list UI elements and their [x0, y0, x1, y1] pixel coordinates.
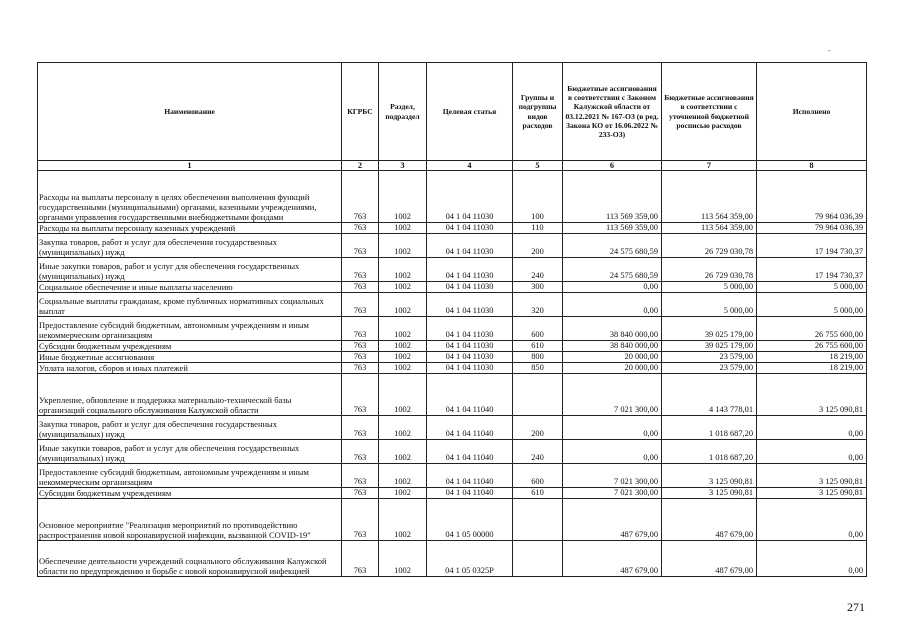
row-kgrbs: 763: [342, 541, 379, 577]
row-name: Иные закупки товаров, работ и услуг для обеспечения государственных (муниципальных) нужд: [38, 440, 342, 464]
row-refined-amount: 5 000,00: [662, 282, 757, 293]
row-approved-amount: 20 000,00: [563, 363, 662, 374]
row-executed-amount: 0,00: [757, 499, 867, 541]
row-target-article: 04 1 04 11040: [427, 374, 513, 416]
row-refined-amount: 3 125 090,81: [662, 464, 757, 488]
row-executed-amount: 26 755 600,00: [757, 341, 867, 352]
row-expense-group: [513, 499, 563, 541]
budget-table: [37, 62, 867, 577]
row-section: 1002: [379, 234, 427, 258]
table-row: [38, 282, 867, 293]
row-refined-amount: 23 579,00: [662, 352, 757, 363]
row-kgrbs: 763: [342, 317, 379, 341]
row-refined-amount: 113 564 359,00: [662, 223, 757, 234]
row-refined-amount: 487 679,00: [662, 499, 757, 541]
row-refined-amount: 5 000,00: [662, 293, 757, 317]
row-kgrbs: 763: [342, 374, 379, 416]
row-target-article: 04 1 04 11040: [427, 488, 513, 499]
row-approved-amount: 113 569 359,00: [563, 171, 662, 223]
row-refined-amount: 1 018 687,20: [662, 440, 757, 464]
row-expense-group: 600: [513, 464, 563, 488]
budget-table-sheet: [37, 62, 867, 577]
table-row: [38, 464, 867, 488]
row-executed-amount: 3 125 090,81: [757, 488, 867, 499]
row-refined-amount: 39 025 179,00: [662, 341, 757, 352]
row-section: 1002: [379, 223, 427, 234]
row-section: 1002: [379, 488, 427, 499]
row-expense-group: 600: [513, 317, 563, 341]
row-executed-amount: 18 219,00: [757, 352, 867, 363]
row-executed-amount: 0,00: [757, 416, 867, 440]
row-expense-group: 800: [513, 352, 563, 363]
table-row: [38, 416, 867, 440]
row-executed-amount: 18 219,00: [757, 363, 867, 374]
table-row: [38, 352, 867, 363]
row-name: Социальное обеспечение и иные выплаты населению: [38, 282, 342, 293]
row-approved-amount: 38 840 000,00: [563, 317, 662, 341]
row-target-article: 04 1 04 11030: [427, 293, 513, 317]
column-number-row: [38, 161, 867, 171]
row-kgrbs: 763: [342, 258, 379, 282]
row-name: Предоставление субсидий бюджетным, автономным учреждениям и иным некоммерческим организациям: [38, 317, 342, 341]
table-row: [38, 317, 867, 341]
table-row: [38, 374, 867, 416]
row-executed-amount: 0,00: [757, 541, 867, 577]
table-row: [38, 488, 867, 499]
row-executed-amount: 3 125 090,81: [757, 464, 867, 488]
row-expense-group: 300: [513, 282, 563, 293]
row-name: Расходы на выплаты персоналу казенных учреждений: [38, 223, 342, 234]
row-section: 1002: [379, 258, 427, 282]
row-expense-group: 610: [513, 488, 563, 499]
table-row: [38, 499, 867, 541]
row-name: Иные закупки товаров, работ и услуг для обеспечения государственных (муниципальных) нужд: [38, 258, 342, 282]
row-kgrbs: 763: [342, 282, 379, 293]
table-row: [38, 293, 867, 317]
header-name: Наименование: [38, 63, 342, 161]
row-section: 1002: [379, 374, 427, 416]
table-row: [38, 258, 867, 282]
row-section: 1002: [379, 352, 427, 363]
row-section: 1002: [379, 464, 427, 488]
row-expense-group: 850: [513, 363, 563, 374]
row-executed-amount: 5 000,00: [757, 282, 867, 293]
row-executed-amount: 79 964 036,39: [757, 171, 867, 223]
row-expense-group: 240: [513, 440, 563, 464]
row-section: 1002: [379, 341, 427, 352]
table-header-row: [38, 63, 867, 161]
row-section: 1002: [379, 416, 427, 440]
row-expense-group: 100: [513, 171, 563, 223]
scan-mark: -: [828, 46, 831, 55]
row-approved-amount: 0,00: [563, 282, 662, 293]
row-executed-amount: 26 755 600,00: [757, 317, 867, 341]
row-refined-amount: 23 579,00: [662, 363, 757, 374]
row-refined-amount: 1 018 687,20: [662, 416, 757, 440]
row-section: 1002: [379, 317, 427, 341]
table-row: [38, 223, 867, 234]
row-refined-amount: 113 564 359,00: [662, 171, 757, 223]
table-row: [38, 171, 867, 223]
table-row: [38, 363, 867, 374]
row-kgrbs: 763: [342, 488, 379, 499]
row-approved-amount: 487 679,00: [563, 541, 662, 577]
row-name: Закупка товаров, работ и услуг для обеспечения государственных (муниципальных) нужд: [38, 416, 342, 440]
row-name: Иные бюджетные ассигнования: [38, 352, 342, 363]
header-refined: Бюджетные ассигнования в соответствии с уточненной бюджетной росписью расходов: [662, 63, 757, 161]
column-number: 6: [563, 161, 662, 171]
table-row: [38, 234, 867, 258]
row-expense-group: [513, 374, 563, 416]
row-approved-amount: 7 021 300,00: [563, 374, 662, 416]
header-target-article: Целевая статья: [427, 63, 513, 161]
row-executed-amount: 17 194 730,37: [757, 234, 867, 258]
row-target-article: 04 1 04 11030: [427, 171, 513, 223]
row-name: Социальные выплаты гражданам, кроме публичных нормативных социальных выплат: [38, 293, 342, 317]
row-approved-amount: 24 575 680,59: [563, 234, 662, 258]
row-section: 1002: [379, 499, 427, 541]
table-row: [38, 541, 867, 577]
row-target-article: 04 1 05 00000: [427, 499, 513, 541]
row-approved-amount: 0,00: [563, 440, 662, 464]
column-number: 7: [662, 161, 757, 171]
row-approved-amount: 7 021 300,00: [563, 488, 662, 499]
column-number: 5: [513, 161, 563, 171]
column-number: 8: [757, 161, 867, 171]
column-number: 2: [342, 161, 379, 171]
page-number: 271: [847, 600, 865, 614]
row-approved-amount: 24 575 680,59: [563, 258, 662, 282]
row-target-article: 04 1 04 11030: [427, 341, 513, 352]
row-refined-amount: 26 729 030,78: [662, 234, 757, 258]
row-approved-amount: 7 021 300,00: [563, 464, 662, 488]
header-section: Раздел, подраздел: [379, 63, 427, 161]
row-name: Уплата налогов, сборов и иных платежей: [38, 363, 342, 374]
row-executed-amount: 5 000,00: [757, 293, 867, 317]
row-refined-amount: 487 679,00: [662, 541, 757, 577]
row-section: 1002: [379, 363, 427, 374]
row-approved-amount: 0,00: [563, 293, 662, 317]
table-body: [38, 171, 867, 577]
row-target-article: 04 1 04 11030: [427, 223, 513, 234]
row-kgrbs: 763: [342, 171, 379, 223]
row-target-article: 04 1 04 11030: [427, 234, 513, 258]
row-expense-group: 200: [513, 416, 563, 440]
row-kgrbs: 763: [342, 440, 379, 464]
row-section: 1002: [379, 541, 427, 577]
row-expense-group: [513, 541, 563, 577]
row-kgrbs: 763: [342, 499, 379, 541]
row-section: 1002: [379, 440, 427, 464]
row-kgrbs: 763: [342, 464, 379, 488]
row-section: 1002: [379, 293, 427, 317]
row-name: Укрепление, обновление и поддержка материально-технической базы организаций социального обслуживания Калужской области: [38, 374, 342, 416]
row-target-article: 04 1 04 11030: [427, 282, 513, 293]
row-approved-amount: 0,00: [563, 416, 662, 440]
row-target-article: 04 1 04 11030: [427, 363, 513, 374]
row-approved-amount: 38 840 000,00: [563, 341, 662, 352]
header-executed: Исполнено: [757, 63, 867, 161]
table-row: [38, 341, 867, 352]
column-number: 4: [427, 161, 513, 171]
row-refined-amount: 26 729 030,78: [662, 258, 757, 282]
row-refined-amount: 39 025 179,00: [662, 317, 757, 341]
row-name: Обеспечение деятельности учреждений социального обслуживания Калужской области по предупреждению и борьбе с новой коронавирусной инфекцией: [38, 541, 342, 577]
row-executed-amount: 3 125 090,81: [757, 374, 867, 416]
row-target-article: 04 1 05 0325Р: [427, 541, 513, 577]
row-name: Субсидии бюджетным учреждениям: [38, 341, 342, 352]
row-target-article: 04 1 04 11040: [427, 440, 513, 464]
row-refined-amount: 3 125 090,81: [662, 488, 757, 499]
row-expense-group: 200: [513, 234, 563, 258]
row-name: Основное мероприятие "Реализация мероприятий по противодействию распространения новой коронавирусной инфекции, вызванной COVID-19": [38, 499, 342, 541]
row-name: Предоставление субсидий бюджетным, автономным учреждениям и иным некоммерческим организациям: [38, 464, 342, 488]
row-name: Закупка товаров, работ и услуг для обеспечения государственных (муниципальных) нужд: [38, 234, 342, 258]
row-section: 1002: [379, 171, 427, 223]
row-approved-amount: 487 679,00: [563, 499, 662, 541]
row-kgrbs: 763: [342, 223, 379, 234]
row-target-article: 04 1 04 11040: [427, 464, 513, 488]
row-section: 1002: [379, 282, 427, 293]
row-expense-group: 610: [513, 341, 563, 352]
row-approved-amount: 20 000,00: [563, 352, 662, 363]
row-expense-group: 110: [513, 223, 563, 234]
row-target-article: 04 1 04 11030: [427, 352, 513, 363]
row-kgrbs: 763: [342, 352, 379, 363]
column-number: 3: [379, 161, 427, 171]
row-target-article: 04 1 04 11040: [427, 416, 513, 440]
row-name: Расходы на выплаты персоналу в целях обеспечения выполнения функций государственными (муниципальными) органами, казенными учреждениями, органами управления государственными внебюджетными фондами: [38, 171, 342, 223]
row-expense-group: 320: [513, 293, 563, 317]
header-approved: Бюджетные ассигнования в соответствии с Законом Калужской области от 03.12.2021 № 167-ОЗ (в ред. Закона КО от 16.06.2022 № 233-ОЗ): [563, 63, 662, 161]
row-kgrbs: 763: [342, 341, 379, 352]
row-executed-amount: 0,00: [757, 440, 867, 464]
row-approved-amount: 113 569 359,00: [563, 223, 662, 234]
row-refined-amount: 4 143 778,01: [662, 374, 757, 416]
row-executed-amount: 17 194 730,37: [757, 258, 867, 282]
row-kgrbs: 763: [342, 293, 379, 317]
row-expense-group: 240: [513, 258, 563, 282]
row-kgrbs: 763: [342, 416, 379, 440]
header-kgrbs: КГРБС: [342, 63, 379, 161]
row-target-article: 04 1 04 11030: [427, 258, 513, 282]
row-kgrbs: 763: [342, 363, 379, 374]
row-target-article: 04 1 04 11030: [427, 317, 513, 341]
column-number: 1: [38, 161, 342, 171]
row-kgrbs: 763: [342, 234, 379, 258]
row-executed-amount: 79 964 036,39: [757, 223, 867, 234]
row-name: Субсидии бюджетным учреждениям: [38, 488, 342, 499]
header-expense-group: Группы и подгруппы видов расходов: [513, 63, 563, 161]
table-row: [38, 440, 867, 464]
